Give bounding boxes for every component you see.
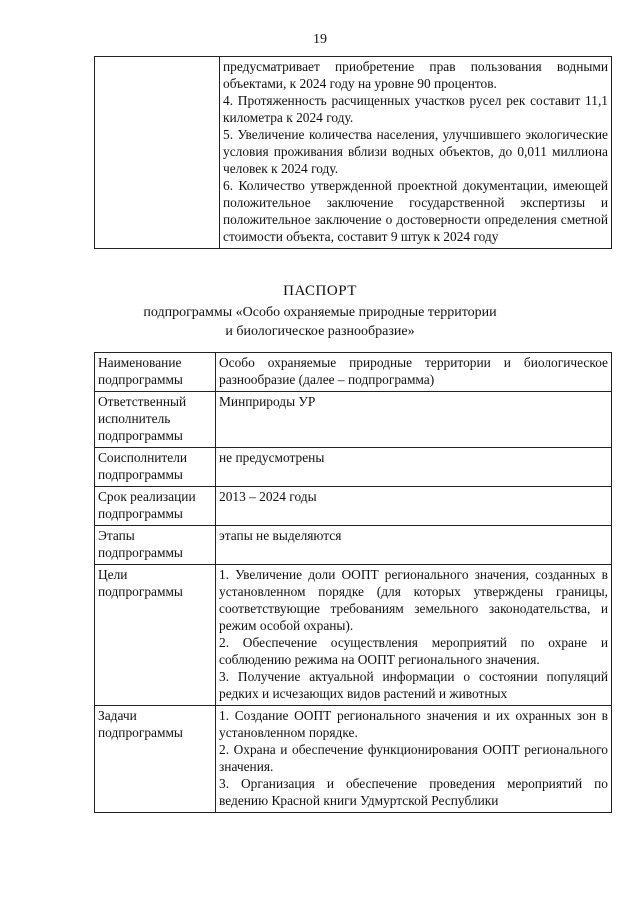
row-value-text: 1. Создание ООПТ регионального значения и их охранных зон в установленном порядке. [219, 708, 608, 740]
row-value-text: не предусмотрены [219, 450, 325, 465]
passport-subtitle-line: и биологическое разнообразие» [225, 324, 415, 339]
passport-row-stages [95, 526, 612, 565]
continuation-line: 5. Увеличение количества населения, улучшившего экологические условия проживания вблизи водных объектов, до 0,011 миллиона человек к 2024 году. [223, 127, 608, 176]
row-label: Этапы подпрограммы [95, 526, 216, 565]
continuation-text-cell [220, 57, 612, 249]
passport-row-name [95, 353, 612, 392]
row-value-text: 1. Увеличение доли ООПТ регионального значения, созданных в установленном порядке (для которых утверждены границы, соответствующие требованиям земельного законодательства, и режим особой охраны). [219, 567, 608, 633]
row-label: Цели подпрограммы [95, 565, 216, 706]
row-value-text: 3. Организация и обеспечение проведения мероприятий по ведению Красной книги Удмуртской Республики [219, 776, 608, 808]
passport-table [94, 352, 612, 813]
passport-row-term [95, 487, 612, 526]
passport-row-goals [95, 565, 612, 706]
passport-row-tasks [95, 706, 612, 813]
row-value [216, 392, 612, 448]
row-value [216, 565, 612, 706]
continuation-line: предусматривает приобретение прав пользования водными объектами, к 2024 году на уровне 90 процентов. [223, 59, 608, 91]
continuation-line: 4. Протяженность расчищенных участков русел рек составит 11,1 километра к 2024 году. [223, 93, 608, 125]
row-value-text: 2. Обеспечение осуществления мероприятий по охране и соблюдению режима на ООПТ регионального значения. [219, 635, 608, 667]
passport-subtitle-line: подпрограммы «Особо охраняемые природные территории [143, 305, 497, 320]
row-value [216, 448, 612, 487]
continuation-row [95, 57, 612, 249]
row-value-text: этапы не выделяются [219, 528, 342, 543]
row-value [216, 526, 612, 565]
passport-row-coexecutors [95, 448, 612, 487]
row-label: Задачи подпрограммы [95, 706, 216, 813]
row-value-text: 3. Получение актуальной информации о состоянии популяций редких и исчезающих видов растений и животных [219, 669, 608, 701]
row-value [216, 706, 612, 813]
continuation-table [94, 56, 612, 249]
passport-title: ПАСПОРТ [283, 283, 357, 299]
continuation-line: 6. Количество утвержденной проектной документации, имеющей положительное заключение государственной экспертизы и положительное заключение о достоверности определения сметной стоимости объекта, составит 9 штук к 2024 году [223, 178, 608, 244]
row-label: Срок реализации подпрограммы [95, 487, 216, 526]
continuation-empty-cell [95, 57, 220, 249]
row-value-text: Минприроды УР [219, 394, 316, 409]
passport-row-executor [95, 392, 612, 448]
row-label: Ответственный исполнитель подпрограммы [95, 392, 216, 448]
row-value-text: 2013 – 2024 годы [219, 489, 317, 504]
row-value-text: 2. Охрана и обеспечение функционирования ООПТ регионального значения. [219, 742, 608, 774]
row-value-text: Особо охраняемые природные территории и биологическое разнообразие (далее – подпрограмма) [219, 355, 608, 387]
row-label: Наименование подпрограммы [95, 353, 216, 392]
passport-subtitle [0, 303, 640, 341]
row-value [216, 487, 612, 526]
page-number: 19 [313, 32, 327, 47]
row-label: Соисполнители подпрограммы [95, 448, 216, 487]
row-value [216, 353, 612, 392]
